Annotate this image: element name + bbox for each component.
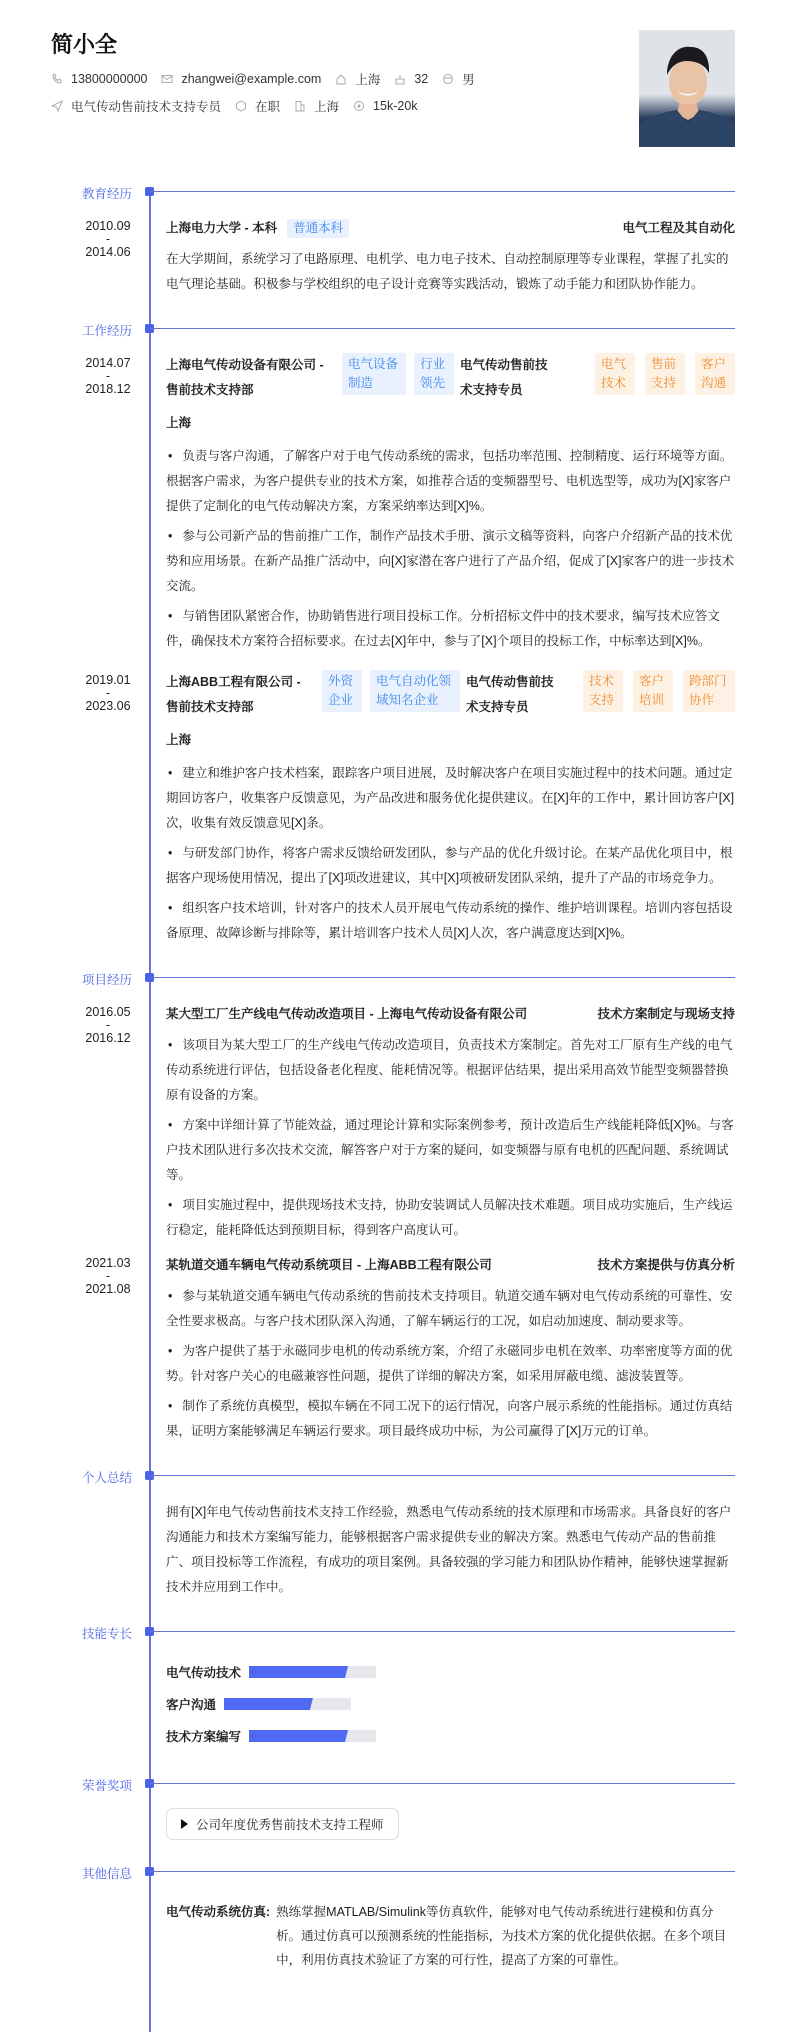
- award-name: 公司年度优秀售前技术支持工程师: [196, 1818, 384, 1832]
- responsibility-list: [166, 761, 735, 946]
- section-divider: [150, 977, 735, 978]
- skill-item: [166, 1688, 456, 1720]
- project-entry: [0, 1253, 794, 1444]
- date-range: 2016.05 - 2016.12: [85, 1005, 131, 1045]
- skill-name: 技术方案编写: [166, 1730, 242, 1744]
- list-item: • 制作了系统仿真模型，模拟车辆在不同工况下的运行情况，向客户展示系统的性能指标。通过仿真结果，证明方案能够满足车辆运行要求。项目最终成功中标，为公司赢得了[X]万元的订单。: [166, 1394, 735, 1444]
- section-title: 工作经历: [82, 324, 133, 338]
- company-tag: 行业领先: [414, 353, 454, 395]
- date-range: 2010.09 - 2014.06: [85, 219, 131, 259]
- company: 上海ABB工程有限公司 - 售前技术支持部: [166, 675, 301, 714]
- section-title: 教育经历: [82, 187, 133, 201]
- section-awards: [0, 1774, 794, 1794]
- gender: 男: [462, 73, 475, 87]
- job-status: 在职: [255, 100, 281, 114]
- date-range: 2014.07 - 2018.12: [85, 356, 131, 396]
- list-item: • 建立和维护客户技术档案，跟踪客户项目进展，及时解决客户在项目实施过程中的技术问题。通过定期回访客户，收集客户反馈意见，为产品改进和服务优化提供建议。在[X]年的工作中，累计回访客户[X]次，收集有效反馈意见[X]条。: [166, 761, 735, 836]
- degree-tag: 普通本科: [287, 219, 349, 238]
- list-item: • 参与某轨道交通车辆电气传动系统的售前技术支持项目。轨道交通车辆对电气传动系统的可靠性、安全性要求极高。与客户技术团队深入沟通，了解车辆运行的工况，如启动加速度、制动要求等。: [166, 1284, 735, 1334]
- project-role: 技术方案制定与现场支持: [597, 1007, 735, 1021]
- work-location: 上海: [166, 416, 192, 430]
- skills-list: [0, 1656, 735, 1752]
- company-tag: 外资企业: [322, 670, 362, 712]
- skill-item: [166, 1656, 456, 1688]
- skill-item: [166, 1720, 456, 1752]
- skill-tag: 电气技术: [595, 353, 635, 395]
- skill-bar-fill: [249, 1666, 348, 1678]
- salary-icon: [353, 100, 365, 112]
- candidate-name: 简小全: [51, 32, 118, 57]
- contact-row: [51, 70, 489, 88]
- skill-name: 客户沟通: [166, 1698, 217, 1712]
- skill-tag: 客户培训: [633, 670, 673, 712]
- other-info-value: 熟练掌握MATLAB/Simulink等仿真软件，能够对电气传动系统进行建模和仿真分析。通过仿真可以预测系统的性能指标，为技术方案的优化提供依据。在多个项目中，利用仿真技术验证了方案的可行性，提高了方案的可靠性。: [276, 1905, 727, 1967]
- skill-tag: 跨部门协作: [683, 670, 735, 712]
- section-work: [0, 319, 794, 339]
- resume-header: [0, 0, 794, 160]
- skill-tag: 客户沟通: [695, 353, 735, 395]
- date-range: 2019.01 - 2023.06: [85, 673, 131, 713]
- other-info-key: 电气传动系统仿真:: [166, 1905, 271, 1919]
- list-item: • 项目实施过程中，提供现场技术支持，协助安装调试人员解决技术难题。项目成功实施后，生产线运行稳定，能耗降低达到预期目标，得到客户高度认可。: [166, 1193, 735, 1243]
- other-info-item: [166, 1900, 735, 1972]
- section-title: 技能专长: [82, 1627, 133, 1641]
- section-summary: [0, 1466, 794, 1486]
- target-position: 电气传动售前技术支持专员: [71, 100, 222, 114]
- building-icon: [294, 100, 306, 112]
- age: 32: [414, 72, 429, 86]
- skill-bar-fill: [249, 1730, 348, 1742]
- section-education: [0, 182, 794, 202]
- list-item: • 组织客户技术培训，针对客户的技术人员开展电气传动系统的操作、维护培训课程。培训内容包括设备原理、故障诊断与排除等，累计培训客户技术人员[X]人次，客户满意度达到[X]%。: [166, 896, 735, 946]
- list-item: • 为客户提供了基于永磁同步电机的传动系统方案，介绍了永磁同步电机在效率、功率密度等方面的优势。针对客户关心的电磁兼容性问题，提供了详细的解决方案，如采用屏蔽电缆、滤波装置等。: [166, 1339, 735, 1389]
- skill-bar-fill: [224, 1698, 313, 1710]
- skill-name: 电气传动技术: [166, 1666, 242, 1680]
- list-item: • 参与公司新产品的售前推广工作，制作产品技术手册、演示文稿等资料，向客户介绍新产品的技术优势和应用场景。在新产品推广活动中，向[X]家潜在客户进行了产品介绍，促成了[X]家客户的进一步技术交流。: [166, 524, 735, 599]
- triangle-bullet-icon: [181, 1819, 188, 1829]
- section-divider: [150, 1871, 735, 1872]
- project-title: 某轨道交通车辆电气传动系统项目 - 上海ABB工程有限公司: [166, 1258, 492, 1272]
- profile-photo: [639, 30, 735, 147]
- responsibility-list: [166, 444, 735, 654]
- email-icon: [161, 73, 173, 85]
- target-city: 上海: [314, 100, 340, 114]
- award-item: [166, 1808, 399, 1840]
- position: 电气传动售前技术支持专员: [466, 675, 554, 714]
- project-role: 技术方案提供与仿真分析: [597, 1258, 735, 1272]
- section-divider: [150, 328, 735, 329]
- send-icon: [51, 100, 63, 112]
- skill-tag: 售前支持: [645, 353, 685, 395]
- section-divider: [150, 191, 735, 192]
- education-entry: [0, 216, 794, 297]
- summary-text: 拥有[X]年电气传动售前技术支持工作经验，熟悉电气传动系统的技术原理和市场需求。具备良好的客户沟通能力和技术方案编写能力，能够根据客户需求提供专业的解决方案。熟悉电气传动产品的售前推广、项目投标等工作流程，有成功的项目案例。具备较强的学习能力和团队协作精神，能够快速掌握新技术并应用到工作中。: [166, 1505, 732, 1594]
- phone: 13800000000: [71, 72, 148, 86]
- section-projects: [0, 968, 794, 988]
- skill-bar: [224, 1698, 351, 1710]
- project-details: [166, 1284, 735, 1444]
- company-tag: 电气自动化领域知名企业: [370, 670, 460, 712]
- phone-icon: [51, 73, 63, 85]
- age-icon: [394, 73, 406, 85]
- gender-icon: [442, 73, 454, 85]
- section-divider: [150, 1631, 735, 1632]
- email: zhangwei@example.com: [181, 72, 322, 86]
- company: 上海电气传动设备有限公司 - 售前技术支持部: [166, 358, 324, 397]
- job-intent-row: [51, 97, 432, 115]
- project-title: 某大型工厂生产线电气传动改造项目 - 上海电气传动设备有限公司: [166, 1007, 528, 1021]
- company-tag: 电气设备制造: [342, 353, 406, 395]
- education-description: 在大学期间，系统学习了电路原理、电机学、电力电子技术、自动控制原理等专业课程，掌握了扎实的电气理论基础。积极参与学校组织的电子设计竞赛等实践活动，锻炼了动手能力和团队协作能力。: [166, 252, 729, 291]
- location: 上海: [355, 73, 381, 87]
- project-entry: [0, 1002, 794, 1243]
- list-item: • 方案中详细计算了节能效益，通过理论计算和实际案例参考，预计改造后生产线能耗降低[X]%。与客户技术团队进行多次技术交流，解答客户对于方案的疑问，如变频器与原有电机的匹配问题、系统调试等。: [166, 1113, 735, 1188]
- resume-body: [0, 182, 794, 2032]
- section-other: [0, 1862, 794, 1882]
- section-title: 个人总结: [82, 1471, 133, 1485]
- section-divider: [150, 1783, 735, 1784]
- list-item: • 负责与客户沟通，了解客户对于电气传动系统的需求，包括功率范围、控制精度、运行环境等方面。根据客户需求，为客户提供专业的技术方案，如推荐合适的变频器型号、电机选型等，成功为[X]家客户提供了定制化的电气传动解决方案，方案采纳率达到[X]%。: [166, 444, 735, 519]
- section-title: 荣誉奖项: [82, 1779, 133, 1793]
- work-location: 上海: [166, 733, 192, 747]
- work-entry: [0, 353, 794, 654]
- major: 电气工程及其自动化: [622, 221, 735, 235]
- skill-tag: 技术支持: [583, 670, 623, 712]
- section-skills: [0, 1622, 794, 1642]
- skill-bar: [249, 1666, 376, 1678]
- home-icon: [335, 73, 347, 85]
- list-item: • 与研发部门协作，将客户需求反馈给研发团队，参与产品的优化升级讨论。在某产品优化项目中，根据客户现场使用情况，提出了[X]项改进建议，其中[X]项被研发团队采纳，提升了产品的市场竞争力。: [166, 841, 735, 891]
- section-divider: [150, 1475, 735, 1476]
- position: 电气传动售前技术支持专员: [460, 358, 548, 397]
- project-details: [166, 1033, 735, 1243]
- list-item: • 与销售团队紧密合作，协助销售进行项目投标工作。分析招标文件中的技术要求，编写技术应答文件，确保技术方案符合招标要求。在过去[X]年中，参与了[X]个项目的投标工作，中标率达到[X]%。: [166, 604, 735, 654]
- section-title: 其他信息: [82, 1867, 133, 1881]
- date-range: 2021.03 - 2021.08: [85, 1256, 131, 1296]
- status-icon: [235, 100, 247, 112]
- section-title: 项目经历: [82, 973, 133, 987]
- work-entry: [0, 670, 794, 946]
- list-item: • 该项目为某大型工厂的生产线电气传动改造项目，负责技术方案制定。首先对工厂原有生产线的电气传动系统进行评估，包括设备老化程度、能耗情况等。根据评估结果，提出采用高效节能型变频器替换原有设备的方案。: [166, 1033, 735, 1108]
- skill-bar: [249, 1730, 376, 1742]
- school: 上海电力大学 - 本科: [166, 221, 278, 235]
- salary: 15k-20k: [373, 99, 418, 113]
